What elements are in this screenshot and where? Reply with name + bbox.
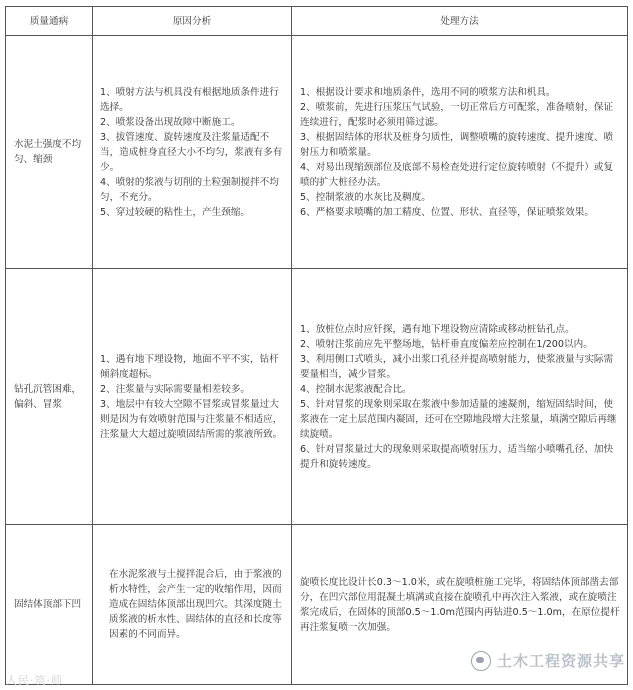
- method-cell: [292, 269, 628, 525]
- problem-cell: [6, 525, 93, 685]
- watermark-left: 人民·筑·师: [6, 674, 63, 687]
- cause-item: 3、拔管速度、旋转速度及注浆量适配不当，造成桩身直径大小不均匀，浆液有多有少。: [100, 131, 283, 173]
- quality-defects-table: [5, 6, 628, 685]
- cause-cell: [93, 525, 292, 685]
- watermark-right-text: 土木工程资源共享: [496, 652, 625, 670]
- table-row: [6, 269, 628, 525]
- method-item: 1、根据设计要求和地质条件，选用不同的喷浆方法和机具。: [300, 86, 556, 98]
- problem-text: 固结体顶部下凹: [14, 599, 82, 610]
- header-problem: 质量通病: [6, 7, 93, 36]
- method-item: 1、放桩位点时应钎探，遇有地下埋设物应清除或移动桩钻孔点。: [300, 323, 575, 335]
- problem-text: 钻孔沉管困难，偏斜、冒浆: [14, 383, 82, 410]
- wechat-icon: [471, 651, 491, 671]
- method-item: 5、控制浆液的水灰比及稠度。: [300, 191, 431, 203]
- cause-item: 5、穿过较硬的粘性土，产生颈缩。: [100, 206, 251, 218]
- table-header-row: [6, 7, 628, 36]
- method-item: 6、严格要求喷嘴的加工精度、位置、形状、直径等，保证喷浆效果。: [300, 206, 594, 218]
- method-item: 3、利用侧口式喷头，减小出浆口孔径并提高喷射能力，使浆液量与实际需要量相当，减少冒浆。: [300, 353, 614, 380]
- cause-item: 2、喷浆设备出现故障中断施工。: [100, 116, 241, 128]
- method-item: 3、根据固结体的形状及桩身匀质性，调整喷嘴的旋转速度、提升速度、喷射压力和喷浆量。: [300, 131, 614, 158]
- watermark-right: [471, 650, 625, 671]
- method-item: 4、对易出现缩颈部位及底部不易检查处进行定位旋转喷射（不提升）或复喷的扩大桩径办法。: [300, 161, 614, 188]
- method-item: 5、针对冒浆的现象则采取在浆液中参加适量的速凝剂，缩短固结时间，使浆液在一定土层范围内凝固，还可在空隙地段增大注浆量，填满空隙后再继续旋喷。: [300, 398, 617, 440]
- cause-item: 2、注浆量与实际需要量相差较多。: [100, 383, 251, 395]
- cause-item: 3、地层中有较大空隙不冒浆或冒浆量过大则是因为有效喷射范围与注浆量不相适应，注浆量大大超过旋喷固结所需的浆液所致。: [100, 398, 283, 440]
- method-text: 旋喷长度比设计长0.3～1.0米，或在旋喷桩施工完毕，将固结体顶部凿去部分，在凹穴部位用混凝土填满或直接在旋喷孔中再次注入浆液，或在旋喷注浆完成后，在固体的顶部0.5～1.0m范围内再钻进0.5～1.0m，在原位提杆再注浆复喷一次加强。: [300, 576, 620, 633]
- method-item: 6、针对冒浆量过大的现象则采取提高喷射压力、适当缩小喷嘴孔径、加快提升和旋转速度。: [300, 443, 614, 470]
- cause-text: 在水泥浆液与土搅拌混合后，由于浆液的析水特性，会产生一定的收缩作用，因而造成在固结体顶部出现凹穴。其深度随土质浆液的析水性、固结体的直径和长度等因素的不同而异。: [109, 569, 282, 640]
- header-method: 处理方法: [292, 7, 628, 36]
- cause-item: 1、喷射方法与机具没有根据地质条件进行选择。: [100, 86, 279, 113]
- cause-cell: [93, 269, 292, 525]
- method-item: 4、控制水泥浆液配合比。: [300, 383, 412, 395]
- table-row: [6, 36, 628, 269]
- problem-text: 水泥土强度不均匀、缩颈: [14, 139, 82, 165]
- method-item: 2、喷射注浆前应先平整场地，钻杆垂直度偏差应控制在1/200以内。: [300, 338, 593, 350]
- method-cell: [292, 36, 628, 269]
- method-item: 2、喷浆前，先进行压浆压气试验，一切正常后方可配浆，准备喷射，保证连续进行，配浆时必须用筛过滤。: [300, 101, 614, 128]
- cause-item: 4、喷射的浆液与切削的土粒强制搅拌不均匀，不充分。: [100, 176, 279, 203]
- header-cause: 原因分析: [93, 7, 292, 36]
- problem-cell: [6, 269, 93, 525]
- cause-item: 1、遇有地下埋设物，地面不平不实，钻杆倾斜度超标。: [100, 353, 279, 380]
- cause-cell: [93, 36, 292, 269]
- problem-cell: [6, 36, 93, 269]
